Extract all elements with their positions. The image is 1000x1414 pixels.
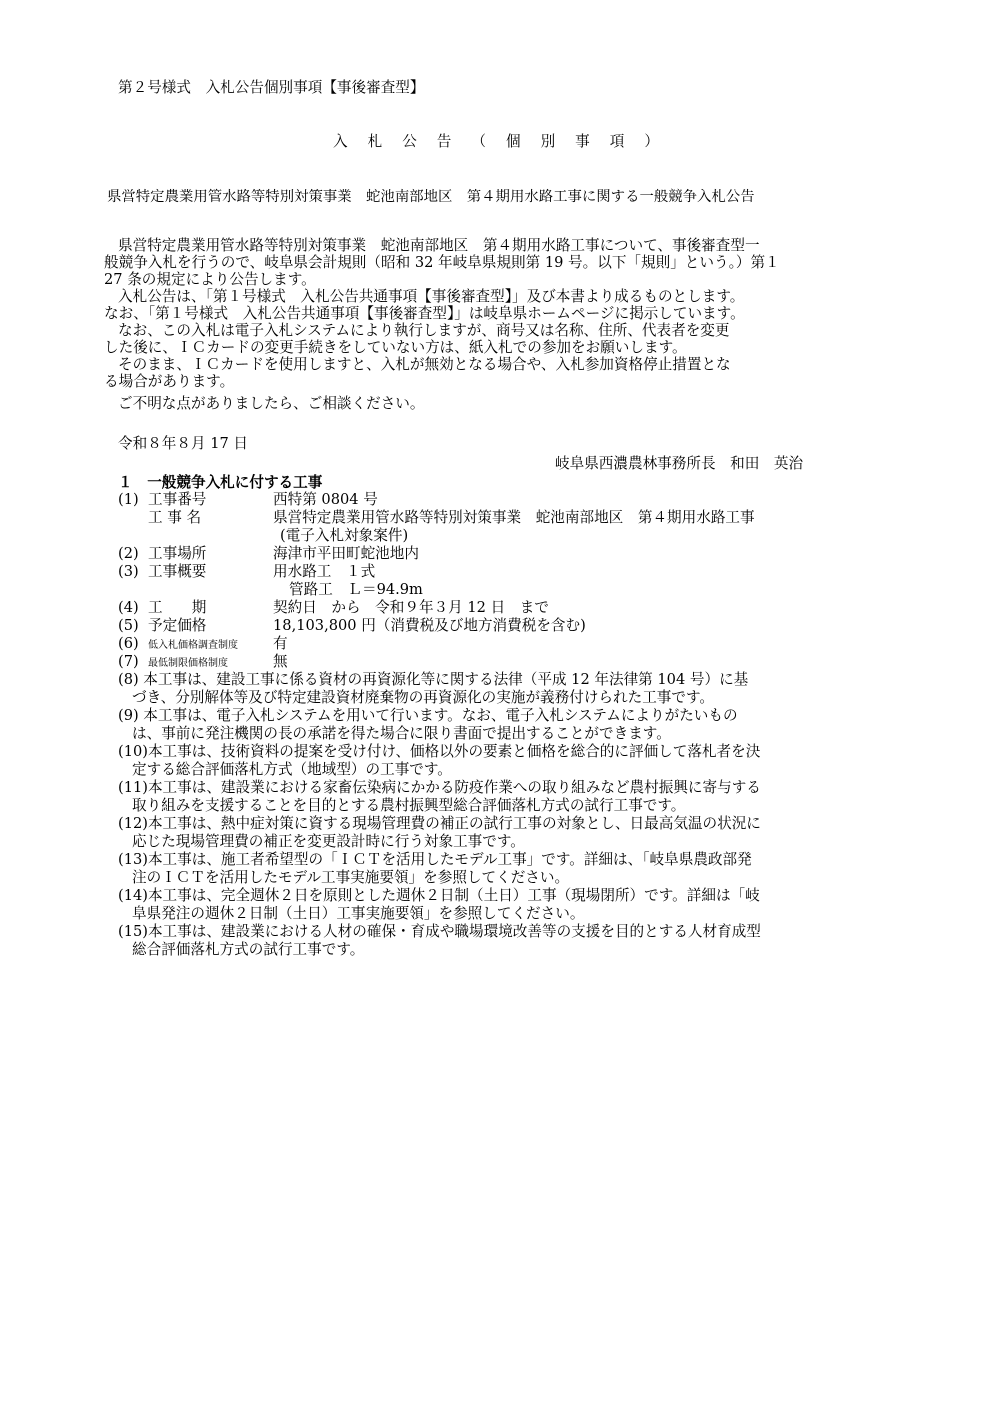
- intro-line: ご不明な点がありましたら、ご相談ください。: [118, 395, 425, 412]
- item-label: 工 期: [148, 599, 207, 616]
- item-label: 低入札価格調査制度: [148, 640, 238, 651]
- note-line: 定する総合評価落札方式（地域型）の工事です。: [132, 761, 452, 778]
- notice-date: 令和８年８月 17 日: [118, 435, 249, 452]
- note-line: (9) 本工事は、電子入札システムを用いて行います。なお、電子入札システムによりがたいもの: [118, 707, 738, 724]
- item-value: 用水路工 １式: [273, 563, 376, 580]
- note-line: 取り組みを支援することを目的とする農村振興型総合評価落札方式の試行工事です。: [132, 797, 686, 814]
- intro-line: 般競争入札を行うので、岐阜県会計規則（昭和 32 年岐阜県規則第 19 号。以下「規則」という。）第１: [104, 254, 780, 271]
- note-line: (8) 本工事は、建設工事に係る資材の再資源化等に関する法律（平成 12 年法律第 104 号）に基: [118, 671, 749, 688]
- note-line: (11)本工事は、建設業における家畜伝染病にかかる防疫作業への取り組みなど農村振興に寄与する: [118, 779, 761, 796]
- item-value: 18,103,800 円（消費税及び地方消費税を含む): [273, 617, 586, 634]
- item-number: (2): [118, 545, 139, 562]
- item-value: (電子入札対象案件): [280, 527, 409, 544]
- item-number: (7): [118, 653, 139, 670]
- note-line: (10)本工事は、技術資料の提案を受け付け、価格以外の要素と価格を総合的に評価して落札者を決: [118, 743, 761, 760]
- note-line: 応じた現場管理費の補正を変更設計時に行う対象工事です。: [132, 833, 525, 850]
- intro-line: した後に、ＩＣカードの変更手続きをしていない方は、紙入札での参加をお願いします。: [104, 339, 687, 356]
- item-number: (4): [118, 599, 139, 616]
- item-label: 最低制限価格制度: [148, 658, 228, 669]
- item-value: 管路工 Ｌ＝94.9m: [289, 581, 423, 598]
- note-line: (12)本工事は、熱中症対策に資する現場管理費の補正の試行工事の対象とし、日最高気温の状況に: [118, 815, 761, 832]
- form-label: 第２号様式 入札公告個別事項【事後審査型】: [118, 79, 425, 96]
- intro-line: 県営特定農業用管水路等特別対策事業 蛇池南部地区 第４期用水路工事について、事後審査型一: [118, 237, 760, 254]
- item-value: 西特第 0804 号: [273, 491, 378, 508]
- item-value: 無: [273, 653, 288, 670]
- item-label: 予定価格: [148, 617, 207, 634]
- item-value: 県営特定農業用管水路等特別対策事業 蛇池南部地区 第４期用水路工事: [273, 509, 755, 526]
- item-label: 工事番号: [148, 491, 207, 508]
- intro-line: そのまま、ＩＣカードを使用しますと、入札が無効となる場合や、入札参加資格停止措置とな: [118, 356, 731, 373]
- item-value: 有: [273, 635, 288, 652]
- note-line: (15)本工事は、建設業における人材の確保・育成や職場環境改善等の支援を目的とする人材育成型: [118, 923, 761, 940]
- note-line: (14)本工事は、完全週休２日を原則とした週休２日制（土日）工事（現場閉所）です。詳細は「岐: [118, 887, 760, 904]
- intro-line: なお、「第１号様式 入札公告共通事項【事後審査型】」は岐阜県ホームページに掲示しています。: [104, 305, 745, 322]
- item-label: 工事場所: [148, 545, 207, 562]
- item-label: 工 事 名: [148, 509, 202, 526]
- notice-subject: 県営特定農業用管水路等特別対策事業 蛇池南部地区 第４期用水路工事に関する一般競争入札公告: [107, 189, 755, 205]
- item-number: (3): [118, 563, 139, 580]
- item-number: (1): [118, 491, 139, 508]
- item-number: (6): [118, 635, 139, 652]
- note-line: (13)本工事は、施工者希望型の「ＩＣＴを活用したモデル工事」です。詳細は、「岐阜県農政部発: [118, 851, 752, 868]
- note-line: 総合評価落札方式の試行工事です。: [132, 941, 365, 958]
- intro-line: 27 条の規定により公告します。: [104, 271, 316, 288]
- item-label: 工事概要: [148, 563, 207, 580]
- intro-line: 入札公告は、「第１号様式 入札公告共通事項【事後審査型】」及び本書より成るものとします。: [118, 288, 745, 305]
- section-heading: １ 一般競争入札に付する工事: [118, 474, 323, 491]
- intro-line: る場合があります。: [104, 373, 235, 390]
- page-title: 入札公告（個別事項）: [333, 133, 679, 150]
- note-line: づき、分別解体等及び特定建設資材廃棄物の再資源化の実施が義務付けられた工事です。: [132, 689, 715, 706]
- item-number: (5): [118, 617, 139, 634]
- item-value: 海津市平田町蛇池地内: [273, 545, 419, 562]
- intro-line: なお、この入札は電子入札システムにより執行しますが、商号又は名称、住所、代表者を変更: [118, 322, 730, 339]
- item-value: 契約日 から 令和９年３月 12 日 まで: [273, 599, 549, 616]
- note-line: 阜県発注の週休２日制（土日）工事実施要領」を参照してください。: [132, 905, 585, 922]
- note-line: 注のＩＣＴを活用したモデル工事実施要領」を参照してください。: [132, 869, 570, 886]
- issuer-name: 岐阜県西濃農林事務所長 和田 英治: [555, 455, 804, 472]
- note-line: は、事前に発注機関の長の承諾を得た場合に限り書面で提出することができます。: [132, 725, 671, 742]
